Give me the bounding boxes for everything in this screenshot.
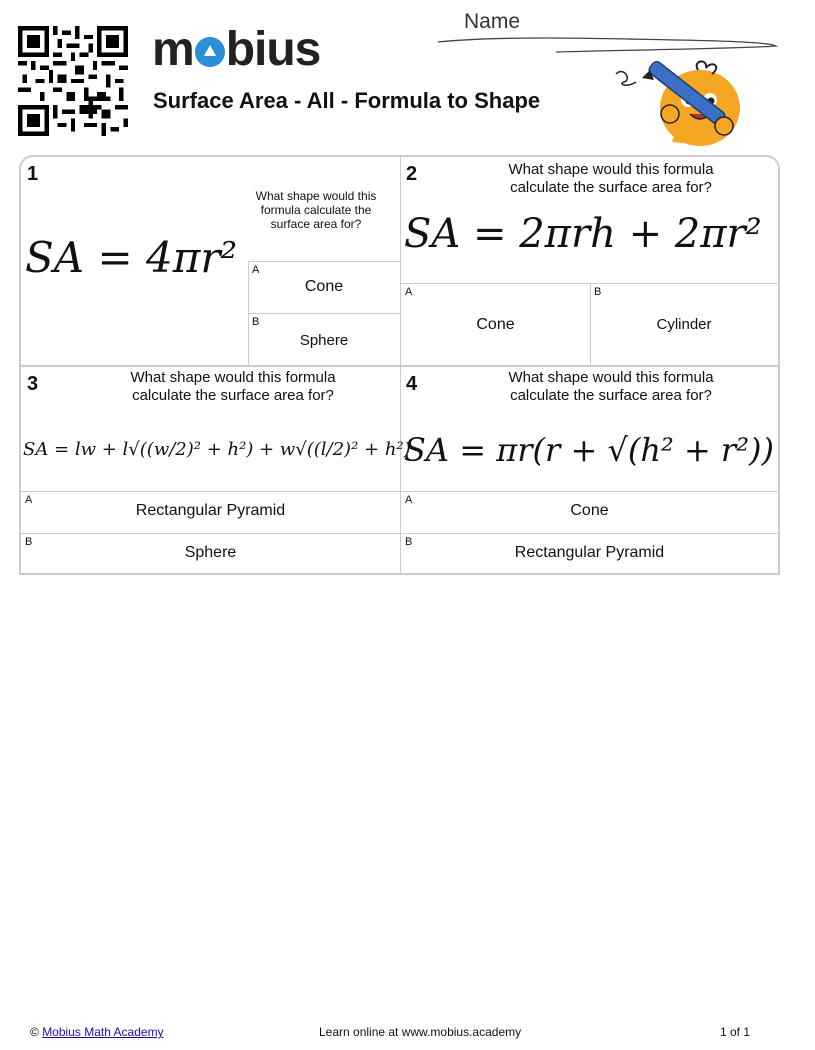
formula-text: SA = πr(r + √(h² + r²))	[404, 431, 775, 469]
option-a[interactable]	[401, 491, 778, 533]
option-text: Sphere	[299, 332, 349, 349]
logo-drop-icon	[195, 37, 225, 67]
option-b[interactable]	[590, 283, 778, 365]
question-prompt: What shape would this formula calculate the surface area for?	[508, 369, 714, 404]
question-number: 1	[27, 163, 39, 185]
option-text: Rectangular Pyramid	[135, 502, 286, 519]
question-1	[21, 157, 400, 365]
formula	[404, 431, 774, 469]
footer-learn-online: Learn online at www.mobius.academy	[319, 1025, 522, 1039]
question-prompt: What shape would this formula calculate the surface area for?	[130, 369, 336, 404]
option-a[interactable]	[248, 261, 400, 313]
formula	[23, 439, 411, 460]
option-text: Cone	[304, 278, 344, 295]
option-text: Sphere	[184, 544, 237, 561]
option-letter: B	[25, 536, 33, 548]
option-letter: A	[405, 286, 413, 298]
formula-text: SA = 2πrh + 2πr²	[404, 211, 762, 257]
option-letter: A	[405, 494, 413, 506]
option-letter: B	[252, 316, 260, 328]
option-text: Rectangular Pyramid	[514, 544, 665, 561]
formula-text: SA = lw + l√((w/2)² + h²) + w√((l/2)² + h²)	[23, 439, 411, 460]
option-letter: A	[252, 264, 260, 276]
formula	[404, 211, 762, 257]
footer-copyright	[30, 1025, 164, 1039]
option-letter: A	[25, 494, 33, 506]
mobius-logo	[152, 22, 320, 77]
question-2	[401, 157, 778, 365]
option-a[interactable]	[401, 283, 590, 365]
option-letter: B	[405, 536, 413, 548]
option-text: Cone	[570, 502, 609, 519]
question-grid	[19, 155, 780, 575]
name-line[interactable]	[436, 34, 780, 54]
qr-code	[18, 26, 128, 136]
logo-text: m bius	[152, 23, 321, 76]
question-number: 3	[27, 373, 39, 395]
formula	[25, 233, 237, 282]
question-prompt: What shape would this formula calculate the surface area for?	[508, 161, 714, 196]
worksheet-title: Surface Area - All - Formula to Shape	[153, 88, 541, 113]
copyright-symbol: ©	[30, 1025, 39, 1039]
name-label: Name	[464, 10, 521, 33]
option-text: Cone	[476, 316, 515, 333]
option-letter: B	[594, 286, 602, 298]
formula-text: SA = 4πr²	[25, 233, 238, 282]
question-prompt: What shape would this formula calculate the surface area for?	[255, 189, 377, 231]
question-3	[21, 367, 411, 575]
mascot-illustration	[612, 56, 752, 156]
option-text: Cylinder	[656, 316, 712, 333]
question-4	[401, 367, 778, 575]
question-number: 4	[406, 373, 418, 395]
option-a[interactable]	[21, 491, 400, 533]
option-b[interactable]	[21, 533, 400, 575]
academy-link[interactable]: Mobius Math Academy	[42, 1025, 164, 1039]
option-b[interactable]	[401, 533, 778, 575]
option-b[interactable]	[248, 313, 400, 365]
page-number: 1 of 1	[720, 1025, 751, 1039]
question-number: 2	[406, 163, 418, 185]
